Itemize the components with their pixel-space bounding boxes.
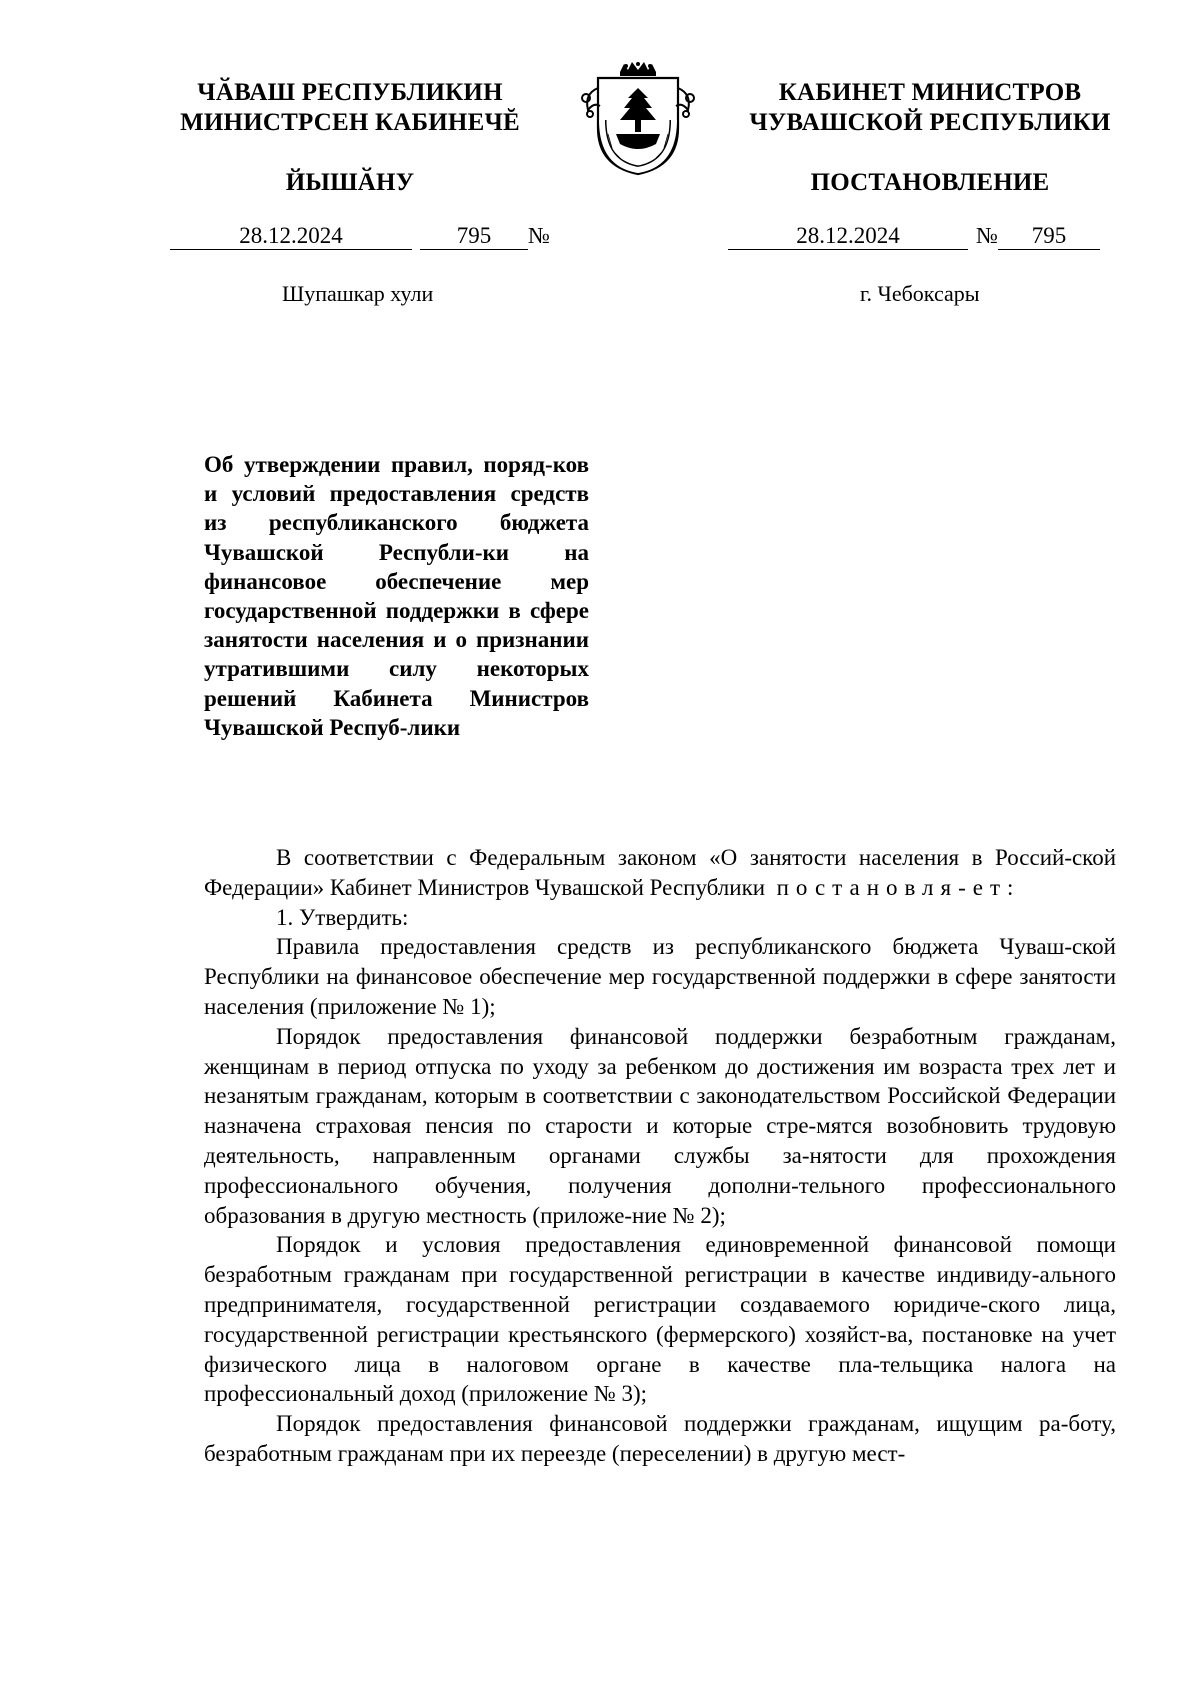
header-left-line1: ЧӐВАШ РЕСПУБЛИКИН [197,79,503,106]
dateline-right [728,222,1100,250]
paragraph-1: Правила предоставления средств из республиканского бюджета Чуваш-ской Республики на финансовое обеспечение мер государственной поддержки в сфере занятости населения (приложение № 1); [204,934,1116,1019]
dateline-left [170,222,550,250]
paragraph-3: Порядок и условия предоставления единовременной финансовой помощи безработным гражданам при государственной регистрации в качестве индивиду-ального предпринимателя, государственной регистрации создаваемого юридиче-ского лица, государственной регистрации крестьянского (фермерского) хозяйст-ва, постановке на учет физического лица в налоговом органе в качестве пла-тельщика налога на профессиональный доход (приложение № 3); [204,1232,1116,1407]
header-right-block [730,78,1130,198]
city-right: г. Чебоксары [860,281,980,306]
date-right: 28.12.2024 [728,223,968,250]
decree-word: постановля-ет: [776,874,1021,900]
number-right: 795 [998,223,1100,250]
item-1: 1. Утвердить: [276,904,409,930]
preamble-text: В соответствии с Федеральным законом «О занятости населения в Россий-ской Федерации» Кабинет Министров Чувашской Республики [204,845,1116,900]
header-left-doc-type: ЙЫШӐНУ [285,169,415,196]
header-left-line2: МИНИСТРСЕН КАБИНЕЧĔ [180,109,520,136]
header-right-line1: КАБИНЕТ МИНИСТРОВ [778,79,1082,106]
header-right-line2: ЧУВАШСКОЙ РЕСПУБЛИКИ [749,109,1111,136]
number-sign-left: № [528,223,550,248]
coat-of-arms-emblem [568,58,708,178]
city-left: Шупашкар хули [282,281,434,306]
document-body [204,843,1116,1469]
date-left: 28.12.2024 [170,223,412,250]
header-right-doc-type: ПОСТАНОВЛЕНИЕ [810,169,1050,196]
header-left-block [140,78,560,198]
paragraph-4: Порядок предоставления финансовой поддержки гражданам, ищущим ра-боту, безработным гражданам при их переезде (переселении) в другую мест- [204,1411,1116,1466]
number-sign-right: № [976,223,998,248]
paragraph-2: Порядок предоставления финансовой поддержки безработным гражданам, женщинам в период отпуска по уходу за ребенком до достижения им возраста трех лет и незанятым гражданам, которым в соответствии с законодательством Российской Федерации назначена страховая пенсия по старости и которые стре-мятся возобновить трудовую деятельность, направленным органами службы за-нятости для прохождения профессионального обучения, получения дополни-тельного профессионального образования в другую местность (приложе-ние № 2); [204,1023,1116,1228]
preamble-paragraph [204,843,1116,903]
number-left: 795 [420,223,528,250]
document-subject: Об утверждении правил, поряд-ков и условий предоставления средств из республиканского бюджета Чувашской Республи-ки на финансовое обеспечение мер государственной поддержки в сфере занятости населения и о признании утратившими силу некоторых решений Кабинета Министров Чувашской Респуб-лики [204,452,589,740]
